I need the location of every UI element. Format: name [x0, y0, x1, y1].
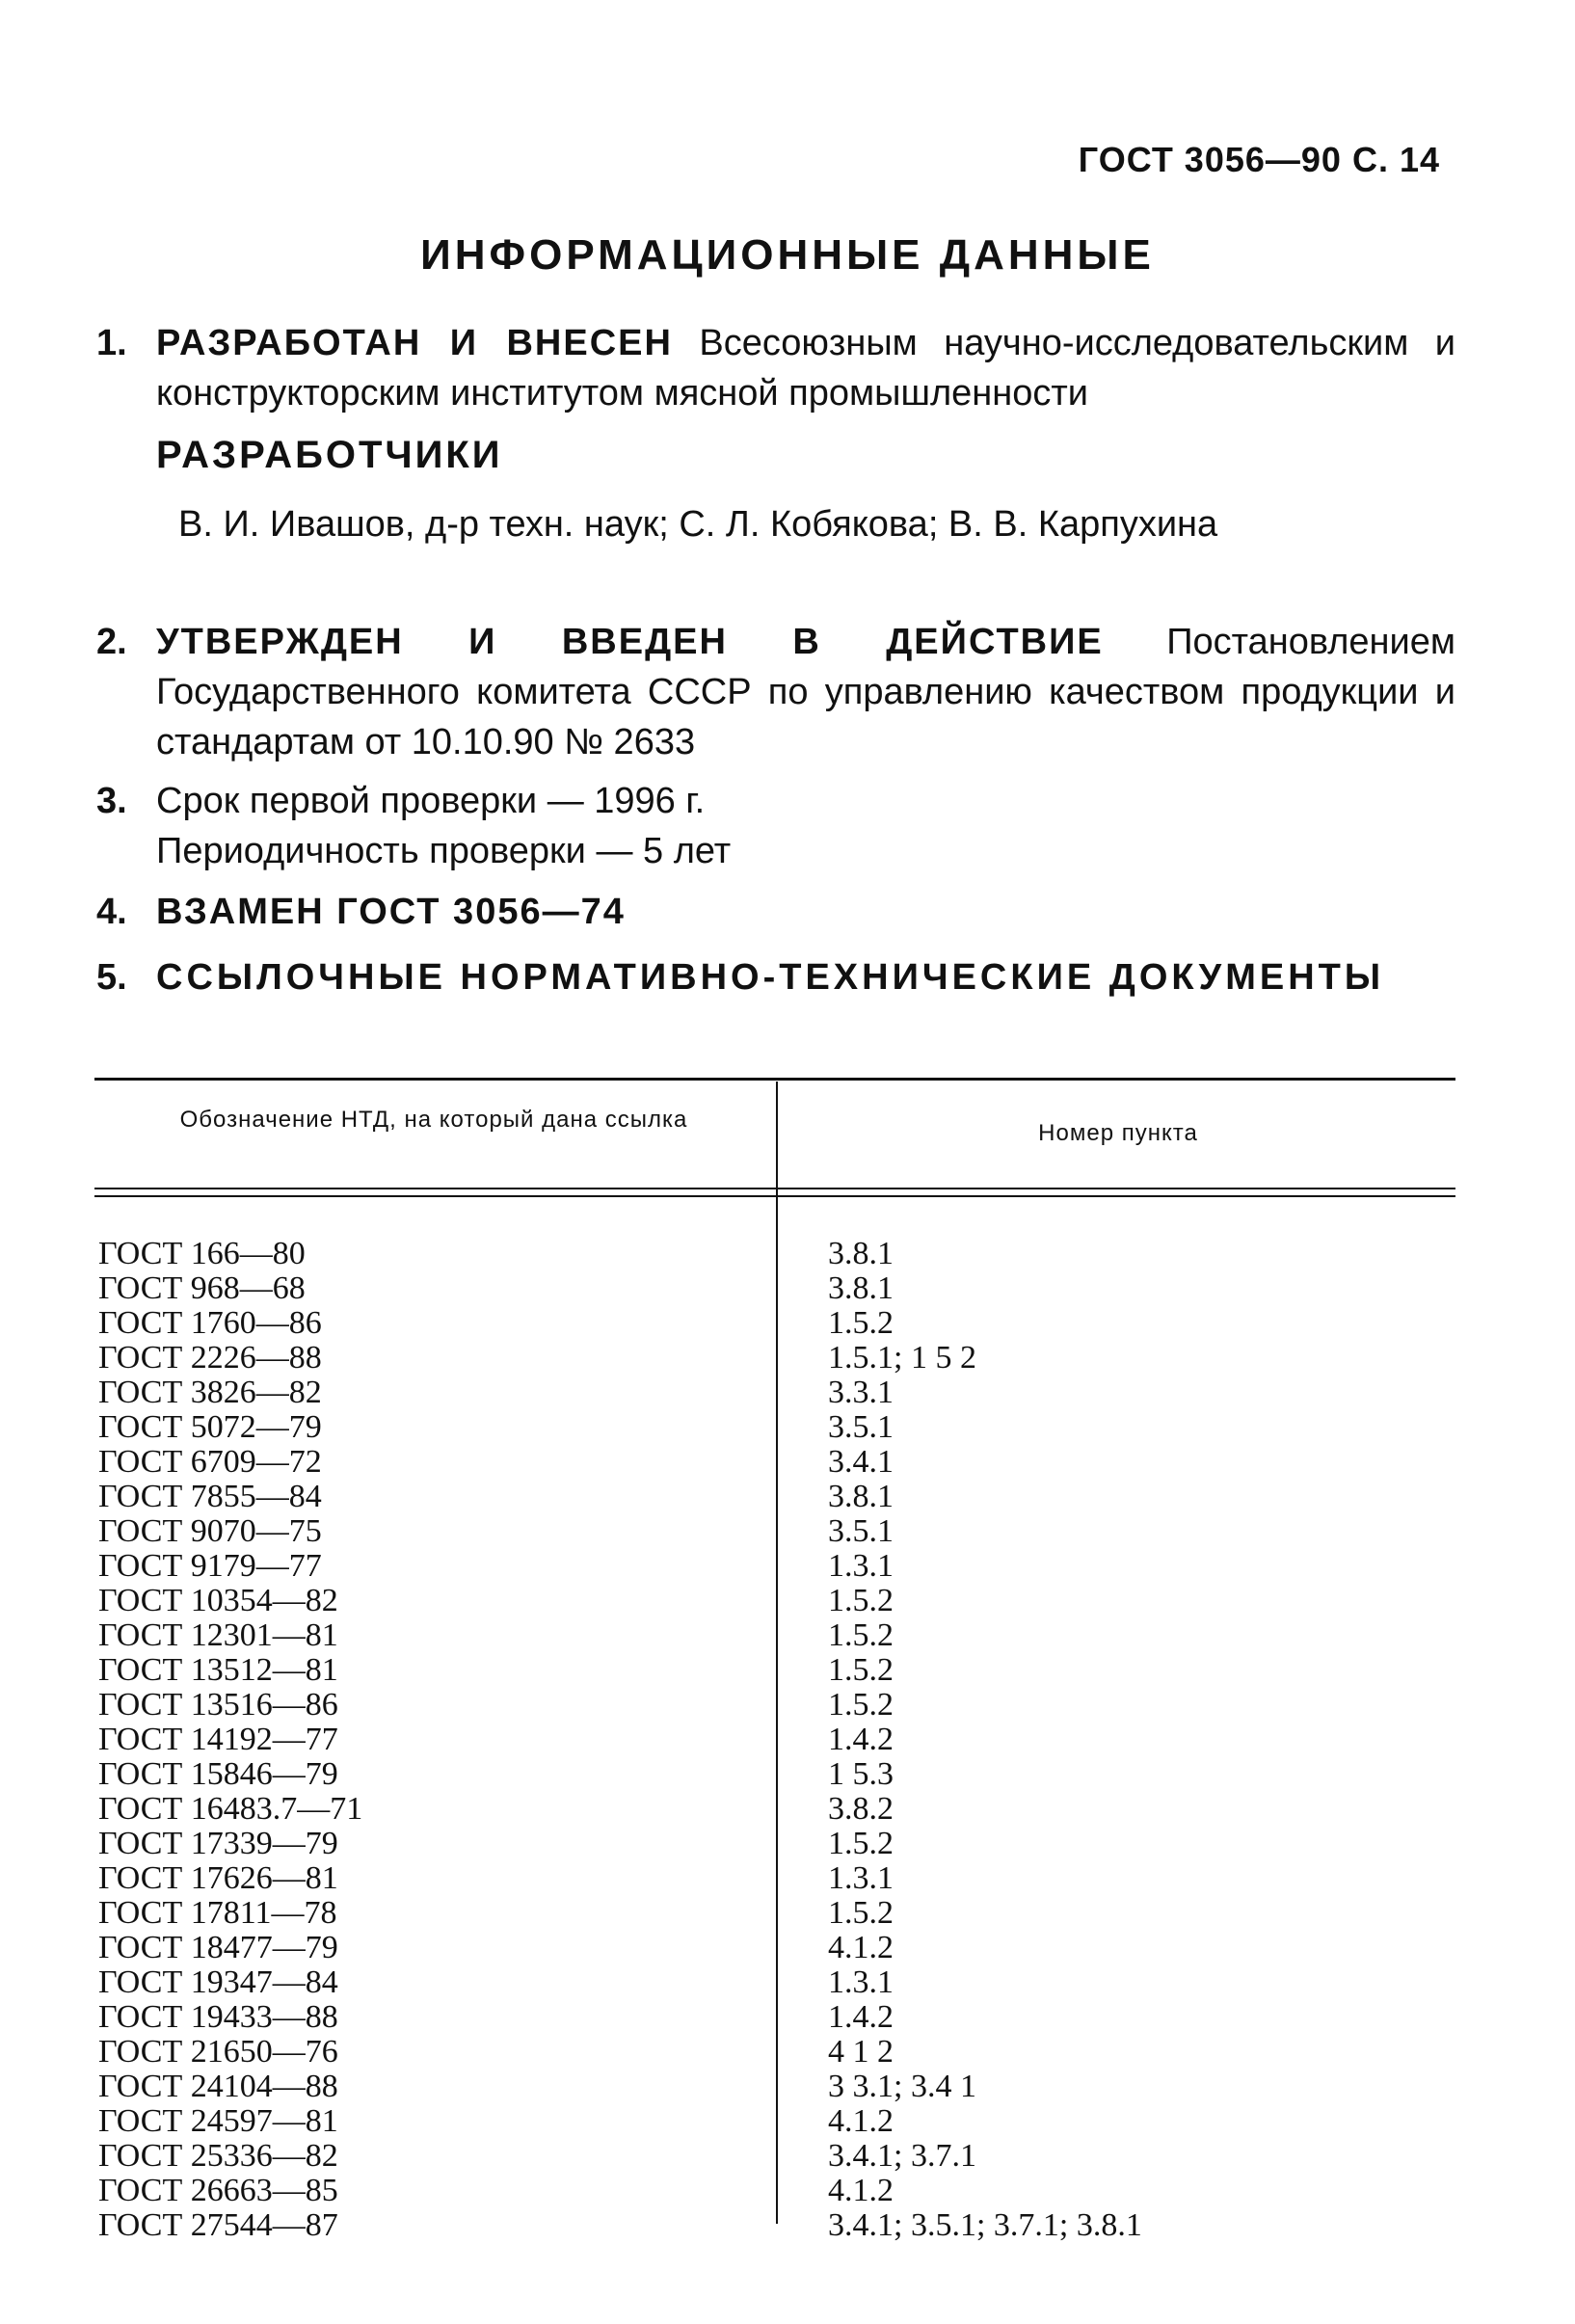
table-row: [98, 1688, 1457, 1723]
clause-number: 1.5.2: [828, 1617, 894, 1653]
ntd-designation: ГОСТ 12301—81: [98, 1617, 338, 1653]
table-header-rule: [94, 1195, 1455, 1197]
table-row: [98, 1514, 1457, 1549]
table-row: [98, 1757, 1457, 1792]
item-line: Срок первой проверки — 1996 г.: [156, 781, 706, 821]
item-number: 2.: [96, 622, 127, 662]
item-text: Постановлением Государственного комитета СССР по управлению качеством продукции и стандартам от 10.10.90 № 2633: [156, 622, 1455, 762]
table-row: [98, 2208, 1457, 2243]
table-row: [98, 2104, 1457, 2139]
table-row: [98, 1618, 1457, 1653]
clause-number: 1.5.2: [828, 1652, 894, 1688]
table-row: [98, 1341, 1457, 1376]
clause-number: 3.8.1: [828, 1270, 894, 1306]
clause-number: 3.3.1: [828, 1375, 894, 1410]
clause-number: 1.5.2: [828, 1895, 894, 1931]
ntd-designation: ГОСТ 2226—88: [98, 1340, 322, 1376]
ntd-designation: ГОСТ 26663—85: [98, 2173, 338, 2208]
table-row: [98, 1653, 1457, 1688]
ntd-designation: ГОСТ 19347—84: [98, 1964, 338, 2000]
ntd-designation: ГОСТ 25336—82: [98, 2138, 338, 2174]
ntd-designation: ГОСТ 13516—86: [98, 1687, 338, 1723]
clause-number: 4.1.2: [828, 1930, 894, 1965]
table-row: [98, 1896, 1457, 1931]
clause-number: 3.8.1: [828, 1479, 894, 1514]
table-top-rule: [94, 1078, 1455, 1081]
item-4: [96, 887, 1455, 937]
item-number: 5.: [96, 957, 127, 998]
table-row: [98, 1965, 1457, 2000]
ntd-designation: ГОСТ 19433—88: [98, 1999, 338, 2035]
clause-number: 4.1.2: [828, 2103, 894, 2139]
clause-number: 3.4.1; 3.7.1: [828, 2138, 976, 2174]
table-row: [98, 1480, 1457, 1514]
table-row: [98, 2139, 1457, 2174]
table-row: [98, 2000, 1457, 2035]
ntd-designation: ГОСТ 13512—81: [98, 1652, 338, 1688]
ntd-designation: ГОСТ 3826—82: [98, 1375, 322, 1410]
table-row: [98, 1931, 1457, 1965]
table-row: [98, 1271, 1457, 1306]
clause-number: 1.5.2: [828, 1826, 894, 1861]
ntd-designation: ГОСТ 24104—88: [98, 2069, 338, 2104]
developers-heading: РАЗРАБОТЧИКИ: [156, 434, 503, 476]
clause-number: 3.4.1; 3.5.1; 3.7.1; 3.8.1: [828, 2207, 1142, 2243]
ntd-designation: ГОСТ 10354—82: [98, 1583, 338, 1618]
table-row: [98, 1723, 1457, 1757]
ntd-designation: ГОСТ 968—68: [98, 1270, 306, 1306]
reference-table-body: [98, 1237, 1457, 2243]
ntd-designation: ГОСТ 21650—76: [98, 2034, 338, 2070]
column-header-designation: Обозначение НТД, на который дана ссылка: [179, 1107, 688, 1133]
developers-list: В. И. Ивашов, д-р техн. наук; С. Л. Кобякова; В. В. Карпухина: [178, 504, 1218, 545]
ntd-designation: ГОСТ 15846—79: [98, 1756, 338, 1792]
page-title: ИНФОРМАЦИОННЫЕ ДАННЫЕ: [420, 231, 1155, 279]
table-row: [98, 1549, 1457, 1584]
ntd-designation: ГОСТ 5072—79: [98, 1409, 322, 1445]
item-5: [96, 952, 1455, 1002]
clause-number: 1.4.2: [828, 1999, 894, 2035]
item-line: Периодичность проверки — 5 лет: [156, 831, 732, 871]
clause-number: 3.8.2: [828, 1791, 894, 1827]
clause-number: 3.5.1: [828, 1409, 894, 1445]
page-header: ГОСТ 3056—90 С. 14: [1078, 140, 1440, 179]
clause-number: 1.5.1; 1 5 2: [828, 1340, 976, 1376]
ntd-designation: ГОСТ 9179—77: [98, 1548, 322, 1584]
ntd-designation: ГОСТ 16483.7—71: [98, 1791, 363, 1827]
column-header-clause: Номер пункта: [1038, 1120, 1198, 1146]
clause-number: 3 3.1; 3.4 1: [828, 2069, 976, 2104]
item-number: 3.: [96, 781, 127, 821]
clause-number: 3.4.1: [828, 1444, 894, 1480]
ntd-designation: ГОСТ 24597—81: [98, 2103, 338, 2139]
item-body: [156, 617, 1455, 767]
ntd-designation: ГОСТ 27544—87: [98, 2207, 338, 2243]
table-row: [98, 1861, 1457, 1896]
table-row: [98, 1827, 1457, 1861]
table-row: [98, 1306, 1457, 1341]
item-text: Всесоюзным научно-исследовательским и конструкторским институтом мясной промышленности: [156, 323, 1456, 414]
table-row: [98, 2070, 1457, 2104]
ntd-designation: ГОСТ 17811—78: [98, 1895, 337, 1931]
ntd-designation: ГОСТ 18477—79: [98, 1930, 338, 1965]
ntd-designation: ГОСТ 1760—86: [98, 1305, 322, 1341]
clause-number: 1.5.2: [828, 1583, 894, 1618]
ntd-designation: ГОСТ 17339—79: [98, 1826, 338, 1861]
clause-number: 1.3.1: [828, 1964, 894, 2000]
item-text: ВЗАМЕН ГОСТ 3056—74: [156, 892, 626, 932]
clause-number: 4 1 2: [828, 2034, 894, 2070]
table-row: [98, 2174, 1457, 2208]
ntd-designation: ГОСТ 17626—81: [98, 1860, 338, 1896]
table-row: [98, 1792, 1457, 1827]
item-text: ССЫЛОЧНЫЕ НОРМАТИВНО-ТЕХНИЧЕСКИЕ ДОКУМЕНТЫ: [156, 957, 1385, 998]
table-row: [98, 1584, 1457, 1618]
table-row: [98, 2035, 1457, 2070]
item-number: 1.: [96, 323, 127, 363]
table-row: [98, 1376, 1457, 1410]
clause-number: 3.8.1: [828, 1236, 894, 1271]
clause-number: 1.3.1: [828, 1548, 894, 1584]
ntd-designation: ГОСТ 9070—75: [98, 1513, 322, 1549]
ntd-designation: ГОСТ 14192—77: [98, 1722, 338, 1757]
clause-number: 1.5.2: [828, 1687, 894, 1723]
clause-number: 3.5.1: [828, 1513, 894, 1549]
ntd-designation: ГОСТ 7855—84: [98, 1479, 322, 1514]
item-number: 4.: [96, 892, 127, 932]
item-3: [96, 776, 1455, 876]
ntd-designation: ГОСТ 6709—72: [98, 1444, 322, 1480]
clause-number: 4.1.2: [828, 2173, 894, 2208]
clause-number: 1.5.2: [828, 1305, 894, 1341]
item-1: [96, 318, 1455, 418]
item-body: [156, 318, 1455, 418]
item-lead: УТВЕРЖДЕН И ВВЕДЕН В ДЕЙСТВИЕ: [156, 622, 1104, 662]
table-row: [98, 1445, 1457, 1480]
item-lead: РАЗРАБОТАН И ВНЕСЕН: [156, 323, 673, 363]
table-row: [98, 1237, 1457, 1271]
item-2: [96, 617, 1455, 767]
table-row: [98, 1410, 1457, 1445]
clause-number: 1 5.3: [828, 1756, 894, 1792]
ntd-designation: ГОСТ 166—80: [98, 1236, 306, 1271]
item-body: [156, 776, 1455, 876]
table-header-rule: [94, 1188, 1455, 1189]
clause-number: 1.3.1: [828, 1860, 894, 1896]
clause-number: 1.4.2: [828, 1722, 894, 1757]
